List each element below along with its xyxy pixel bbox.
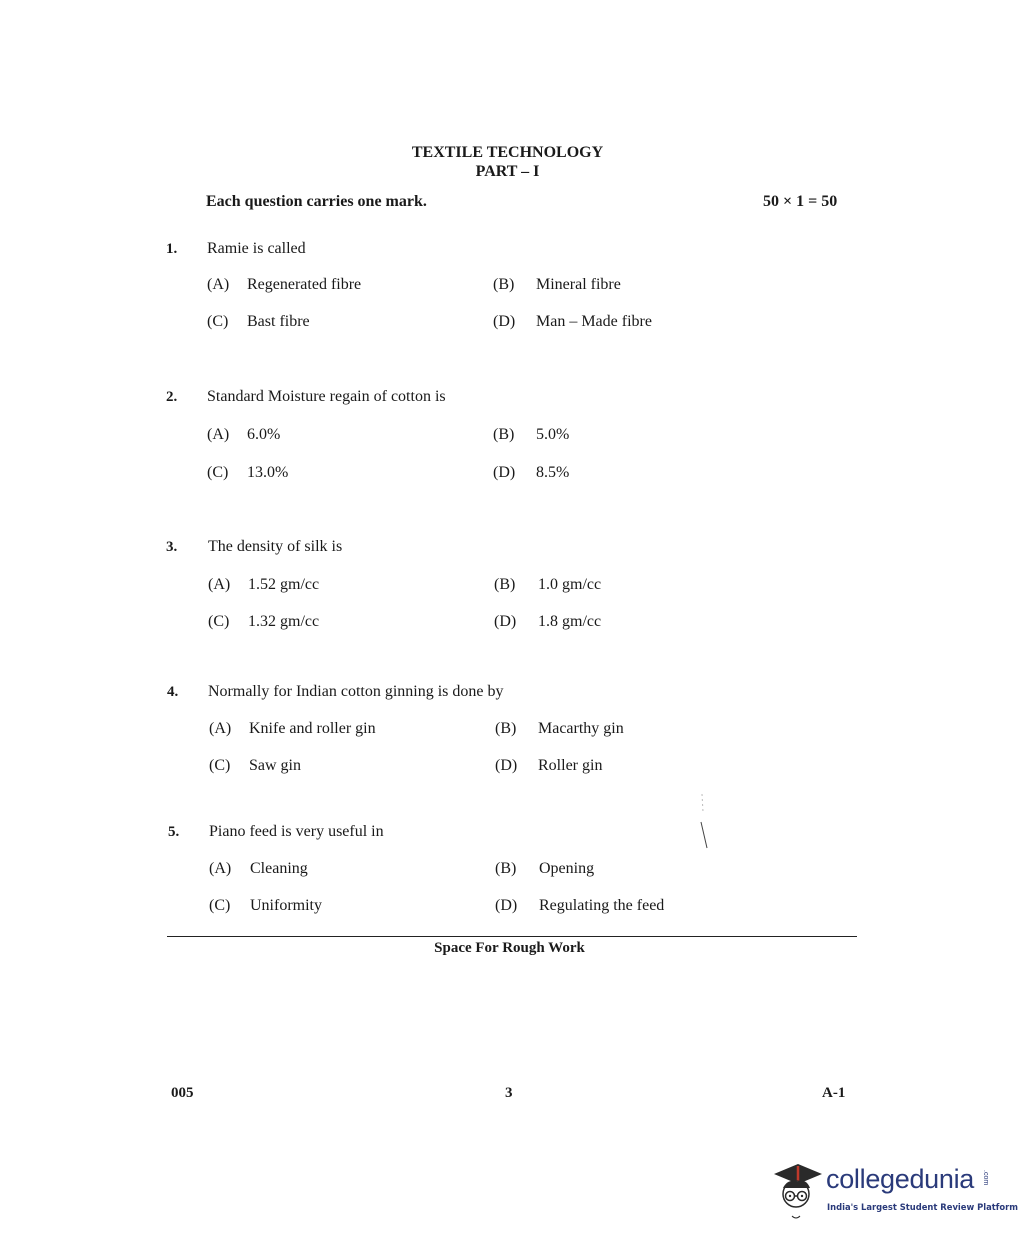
question-number: 2. (166, 389, 178, 405)
exam-title: TEXTILE TECHNOLOGY (411, 144, 604, 161)
question-text: Normally for Indian cotton ginning is done by (208, 683, 504, 700)
question-number: 3. (166, 539, 178, 555)
option-b: (B) 5.0% (493, 426, 570, 443)
mascot-logo-icon (768, 1158, 826, 1222)
option-d: (D) Man – Made fibre (493, 313, 652, 330)
option-b: (B) Opening (495, 860, 595, 877)
option-d: (D) Roller gin (495, 757, 603, 774)
footer-set: A-1 (822, 1085, 846, 1101)
question-number: 4. (167, 684, 179, 700)
option-d: (D) Regulating the feed (495, 897, 665, 914)
option-a: (A) Regenerated fibre (207, 276, 362, 293)
rough-work-label: Space For Rough Work (434, 940, 585, 956)
collegedunia-watermark (768, 1158, 1019, 1222)
option-b: (B) 1.0 gm/cc (494, 576, 602, 593)
question-text: Standard Moisture regain of cotton is (207, 388, 446, 405)
option-d: (D) 8.5% (493, 464, 570, 481)
brand-domain: .com (982, 1170, 989, 1186)
option-c: (C) Saw gin (209, 757, 301, 774)
question-number: 5. (168, 824, 180, 840)
option-b: (B) Macarthy gin (495, 720, 624, 737)
brand-name: collegedunia (826, 1164, 975, 1194)
rough-work-divider (167, 936, 857, 937)
scan-mark (696, 792, 716, 852)
marks-instruction: Each question carries one mark. (206, 193, 427, 210)
part-label: PART – I (475, 163, 540, 180)
brand-tagline: India's Largest Student Review Platform (827, 1202, 1019, 1212)
option-a: (A) Cleaning (209, 860, 308, 877)
question-text: The density of silk is (208, 538, 343, 555)
option-a: (A) 1.52 gm/cc (208, 576, 320, 593)
option-c: (C) Uniformity (209, 897, 322, 914)
total-marks: 50 × 1 = 50 (763, 193, 838, 210)
footer-code: 005 (171, 1085, 194, 1101)
option-c: (C) 13.0% (207, 464, 289, 481)
option-c: (C) 1.32 gm/cc (208, 613, 320, 630)
question-number: 1. (166, 241, 178, 257)
question-text: Ramie is called (207, 240, 306, 257)
question-text: Piano feed is very useful in (209, 823, 384, 840)
option-a: (A) Knife and roller gin (209, 720, 376, 737)
option-a: (A) 6.0% (207, 426, 281, 443)
option-b: (B) Mineral fibre (493, 276, 621, 293)
page-number: 3 (505, 1085, 513, 1101)
option-d: (D) 1.8 gm/cc (494, 613, 602, 630)
option-c: (C) Bast fibre (207, 313, 310, 330)
